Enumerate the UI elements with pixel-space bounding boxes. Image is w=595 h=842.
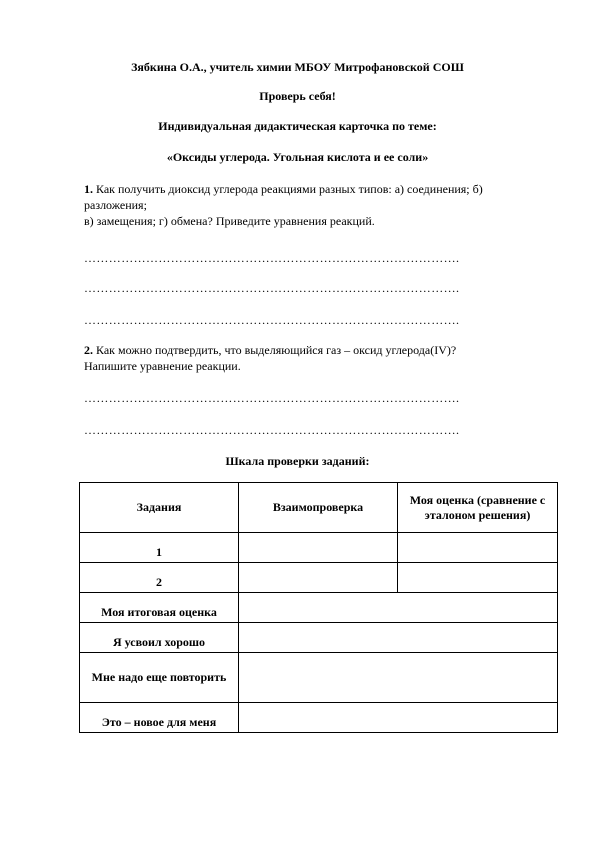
- peer-review-cell-2[interactable]: [239, 563, 398, 593]
- task-number-2: 2: [80, 563, 239, 593]
- peer-review-cell-1[interactable]: [239, 533, 398, 563]
- header-peer-review: Взаимопроверка: [239, 483, 398, 533]
- question-1-line-2: разложения;: [84, 198, 147, 212]
- question-1-line-3: в) замещения; г) обмена? Приведите уравнения реакций.: [84, 214, 375, 228]
- header-self-assessment: Моя оценка (сравнение с эталоном решения): [398, 483, 558, 533]
- header-tasks: Задания: [80, 483, 239, 533]
- scale-table: [79, 482, 558, 733]
- card-subtitle: Индивидуальная дидактическая карточка по теме:: [158, 119, 437, 133]
- table-row: [80, 563, 558, 593]
- topic-title: «Оксиды углерода. Угольная кислота и ее соли»: [166, 150, 429, 164]
- question-2-line-1: [84, 342, 564, 358]
- answer-line-1[interactable]: ……………………………………………………………………………….: [84, 251, 460, 265]
- table-row: [80, 533, 558, 563]
- self-assessment-cell-1[interactable]: [398, 533, 558, 563]
- page-title: Проверь себя!: [259, 89, 336, 103]
- question-1: [84, 181, 564, 229]
- table-row: [80, 653, 558, 703]
- question-2-line-2: Напишите уравнение реакции.: [84, 359, 241, 373]
- new-for-me-cell[interactable]: [239, 703, 558, 733]
- table-row: [80, 623, 558, 653]
- question-2-number: 2.: [84, 343, 93, 357]
- table-row: [80, 593, 558, 623]
- final-grade-cell[interactable]: [239, 593, 558, 623]
- need-review-cell[interactable]: [239, 653, 558, 703]
- scale-title: Шкала проверки заданий:: [225, 454, 370, 468]
- question-2: [84, 342, 564, 374]
- question-1-line-1: [84, 181, 564, 197]
- task-number-1: 1: [80, 533, 239, 563]
- answer-line-3[interactable]: ……………………………………………………………………………….: [84, 313, 460, 327]
- table-row: [80, 703, 558, 733]
- scale-header-row: [80, 483, 558, 533]
- need-review-label: Мне надо еще повторить: [80, 653, 239, 703]
- learned-well-label: Я усвоил хорошо: [80, 623, 239, 653]
- learned-well-cell[interactable]: [239, 623, 558, 653]
- self-assessment-cell-2[interactable]: [398, 563, 558, 593]
- answer-line-4[interactable]: ……………………………………………………………………………….: [84, 391, 460, 405]
- answer-line-5[interactable]: ……………………………………………………………………………….: [84, 423, 460, 437]
- author-line: Зябкина О.А., учитель химии МБОУ Митрофановской СОШ: [131, 60, 464, 74]
- new-for-me-label: Это – новое для меня: [80, 703, 239, 733]
- question-2-text-1: Как можно подтвердить, что выделяющийся газ – оксид углерода(IV)?: [93, 343, 457, 357]
- final-grade-label: Моя итоговая оценка: [80, 593, 239, 623]
- answer-line-2[interactable]: ……………………………………………………………………………….: [84, 281, 460, 295]
- question-1-text-1: Как получить диоксид углерода реакциями разных типов: а) соединения; б): [93, 182, 483, 196]
- question-1-number: 1.: [84, 182, 93, 196]
